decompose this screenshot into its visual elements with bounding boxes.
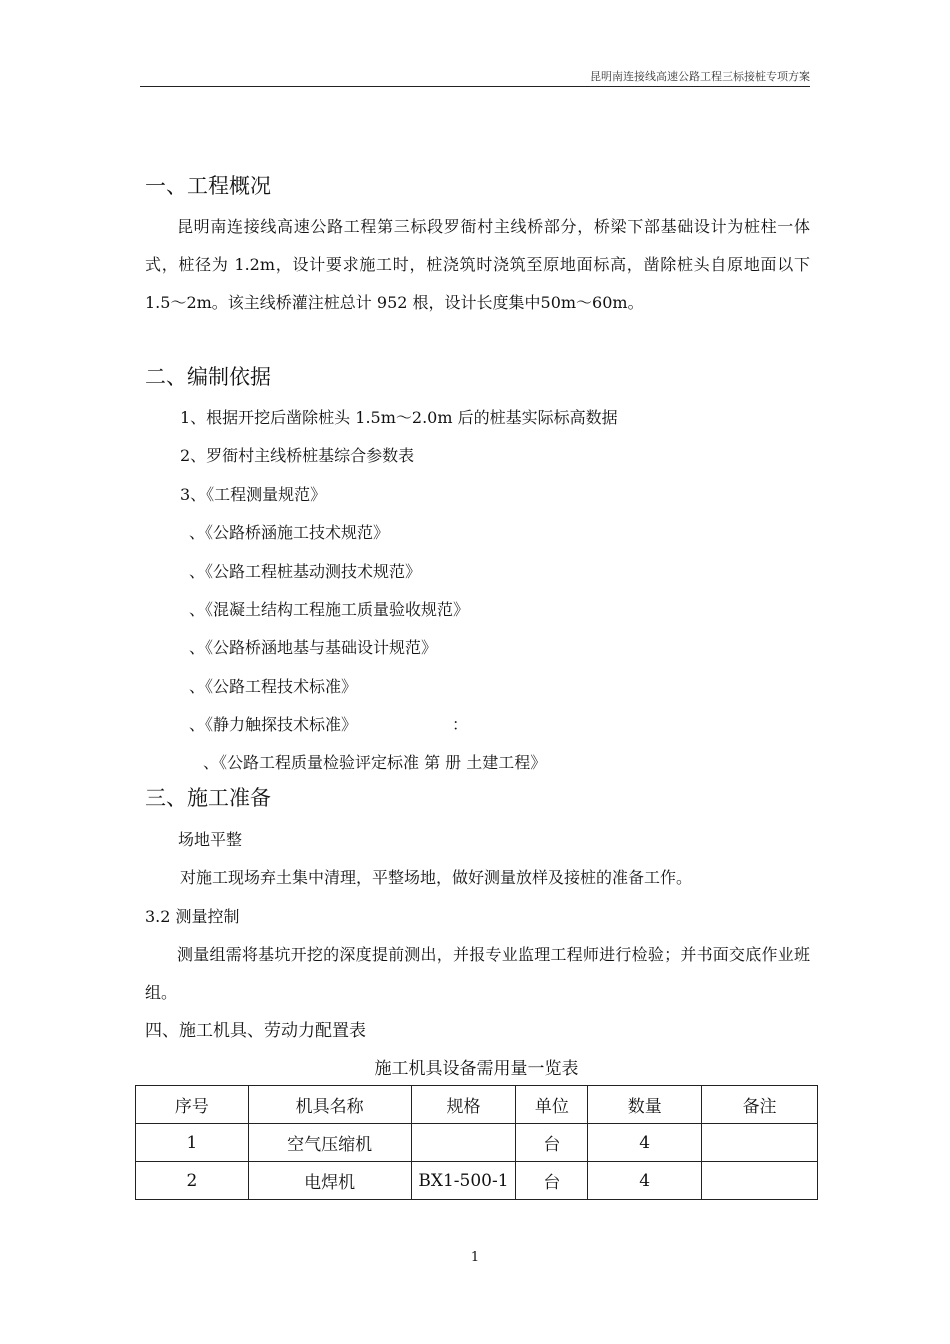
section-1-body: 昆明南连接线高速公路工程第三标段罗衙村主线桥部分，桥梁下部基础设计为桩柱一体式，桩径为 1.2m，设计要求施工时，桩浇筑时浇筑至原地面标高，凿除桩头自原地面以下 1.5～2m。该主线桥灌注桩总计 952 根，设计长度集中50m～60m。 <box>145 217 810 312</box>
section-3-title: 三、施工准备 <box>145 786 271 810</box>
basis-item-8: 、《公路工程技术标准》 <box>189 677 358 696</box>
basis-item-6: 、《混凝土结构工程施工质量验收规范》 <box>189 600 470 619</box>
table-cell <box>702 1124 818 1162</box>
table-cell <box>411 1124 516 1162</box>
table-cell: 台 <box>516 1124 588 1162</box>
header-cell: 规格 <box>411 1086 516 1124</box>
header-cell: 数量 <box>588 1086 702 1124</box>
page-header <box>140 70 810 87</box>
table-row <box>136 1162 818 1200</box>
table-caption: 施工机具设备需用量一览表 <box>374 1059 579 1079</box>
table-row <box>136 1124 818 1162</box>
section-2-title: 二、编制依据 <box>145 365 271 389</box>
survey-control-body: 测量组需将基坑开挖的深度提前测出，并报专业监理工程师进行检验；并书面交底作业班组。 <box>145 945 810 1002</box>
header-cell: 备注 <box>702 1086 818 1124</box>
section-1-title: 一、工程概况 <box>145 174 271 198</box>
header-cell: 单位 <box>516 1086 588 1124</box>
table-cell: 4 <box>588 1124 702 1162</box>
table-cell: 4 <box>588 1162 702 1200</box>
table-cell <box>702 1162 818 1200</box>
page-number: 1 <box>470 1250 480 1265</box>
header-cell: 序号 <box>136 1086 249 1124</box>
basis-item-7: 、《公路桥涵地基与基础设计规范》 <box>189 638 438 657</box>
table-cell: 1 <box>136 1124 249 1162</box>
basis-item-5: 、《公路工程桩基动测技术规范》 <box>189 562 422 581</box>
table-cell: 电焊机 <box>248 1162 411 1200</box>
basis-item-4: 、《公路桥涵施工技术规范》 <box>189 523 390 542</box>
basis-item-2: 2、罗衙村主线桥桩基综合参数表 <box>180 446 415 465</box>
basis-item-1: 1、根据开挖后凿除桩头 1.5m～2.0m 后的桩基实际标高数据 <box>180 408 618 427</box>
table-cell: BX1-500-1 <box>411 1162 516 1200</box>
table-cell: 空气压缩机 <box>248 1124 411 1162</box>
section-4-title: 四、施工机具、劳动力配置表 <box>145 1021 366 1041</box>
stray-colon: ： <box>452 715 469 734</box>
subsection-survey-control: 3.2 测量控制 <box>145 907 240 926</box>
basis-item-10: 、《公路工程质量检验评定标准 第 册 土建工程》 <box>203 753 547 772</box>
table-cell: 2 <box>136 1162 249 1200</box>
subsection-site-leveling: 场地平整 <box>178 830 243 849</box>
equipment-table <box>135 1085 818 1200</box>
basis-item-9: 、《静力触探技术标准》 <box>189 715 358 734</box>
table-cell: 台 <box>516 1162 588 1200</box>
header-title: 昆明南连接线高速公路工程三标接桩专项方案 <box>590 70 810 83</box>
header-cell: 机具名称 <box>248 1086 411 1124</box>
site-leveling-body: 对施工现场弃土集中清理，平整场地，做好测量放样及接桩的准备工作。 <box>180 868 693 887</box>
table-header-row <box>136 1086 818 1124</box>
basis-item-3: 3、《工程测量规范》 <box>180 485 327 504</box>
